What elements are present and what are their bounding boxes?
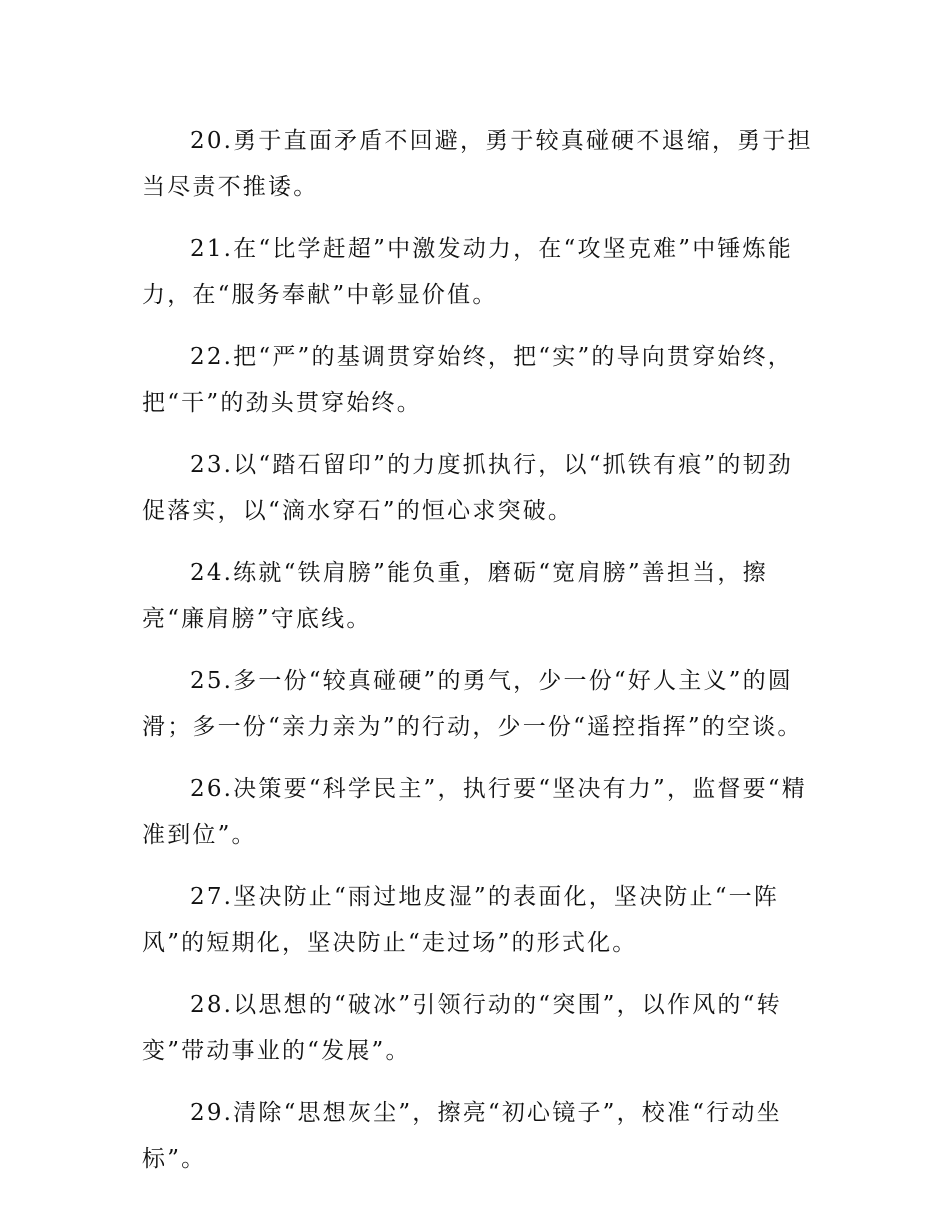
paragraph-22: 22.把“严”的基调贯穿始终，把“实”的导向贯穿始终，把“干”的劲头贯穿始终。 — [142, 344, 794, 416]
paragraph-21: 21.在“比学赶超”中激发动力，在“攻坚克难”中锤炼能力，在“服务奉献”中彰显价值。 — [142, 236, 794, 308]
paragraph-26: 26.决策要“科学民主”，执行要“坚决有力”，监督要“精准到位”。 — [142, 776, 807, 848]
paragraph-25: 25.多一份“较真碰硬”的勇气，少一份“好人主义”的圆滑；多一份“亲力亲为”的行动，少一份“遥控指挥”的空谈。 — [142, 668, 803, 740]
paragraph-23: 23.以“踏石留印”的力度抓执行，以“抓铁有痕”的韧劲促落实，以“滴水穿石”的恒心求突破。 — [142, 452, 794, 524]
paragraph-28: 28.以思想的“破冰”引领行动的“突围”，以作风的“转变”带动事业的“发展”。 — [142, 992, 782, 1064]
paragraph-24: 24.练就“铁肩膀”能负重，磨砺“宽肩膀”善担当，擦亮“廉肩膀”守底线。 — [142, 560, 768, 632]
document-body — [142, 118, 814, 1198]
paragraph-27: 27.坚决防止“雨过地皮湿”的表面化，坚决防止“一阵风”的短期化，坚决防止“走过场”的形式化。 — [142, 884, 780, 956]
paragraph-20: 20.勇于直面矛盾不回避，勇于较真碰硬不退缩，勇于担当尽责不推诿。 — [142, 128, 813, 200]
paragraph-29: 29.清除“思想灰尘”，擦亮“初心镜子”，校准“行动坐标”。 — [142, 1100, 782, 1172]
